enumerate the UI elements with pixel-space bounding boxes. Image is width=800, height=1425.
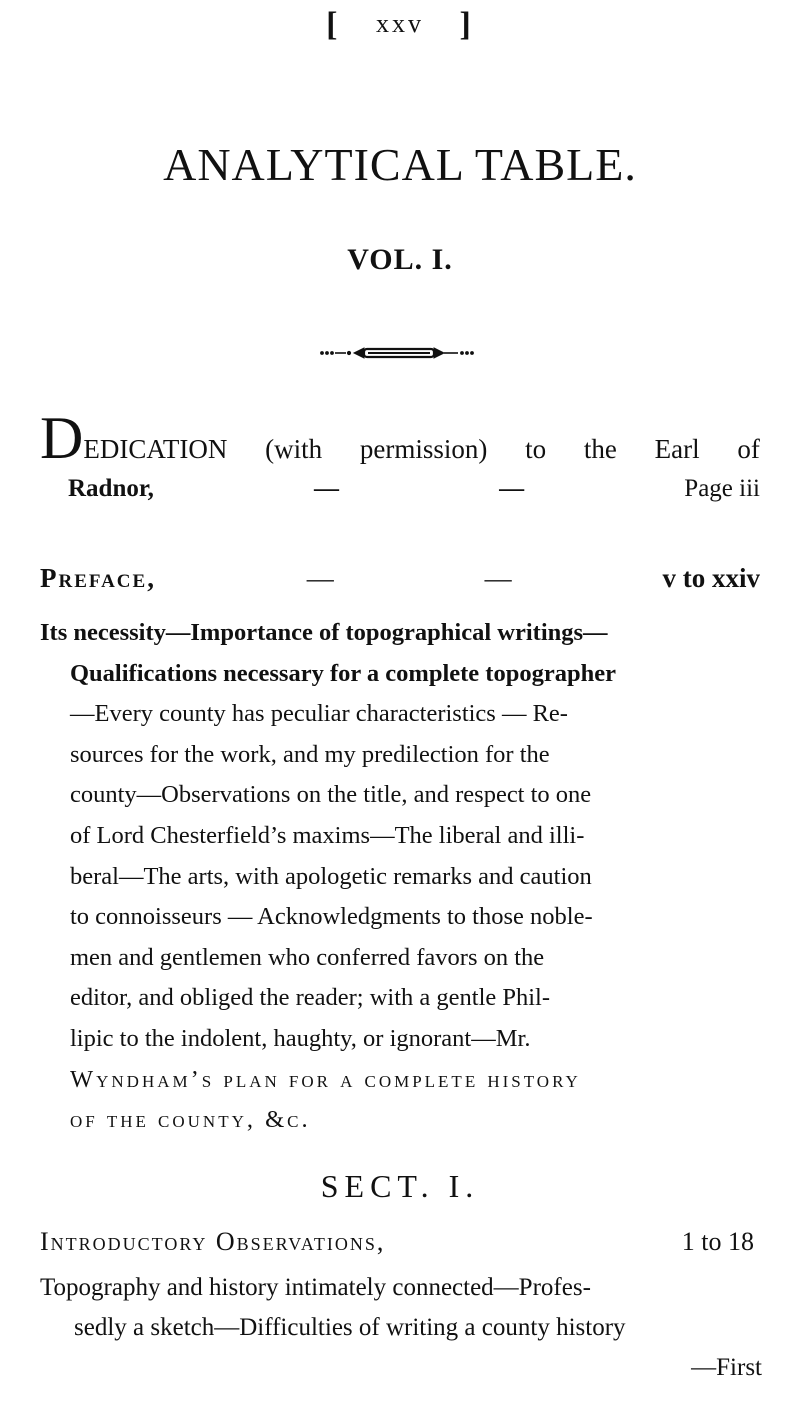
dedication-line-1 (40, 405, 760, 471)
introduction-label: Introductory Observations, (40, 1227, 386, 1256)
introduction-heading-line (40, 1222, 760, 1262)
folio-open-bracket: [ (326, 6, 341, 43)
preface-heading-line (40, 558, 760, 598)
drop-cap: D (40, 405, 84, 471)
dedication-entry (40, 405, 760, 509)
summary-line: editor, and obliged the reader; with a gentle Phil- (70, 984, 551, 1012)
dedication-word: EDICATION (83, 434, 228, 464)
introduction-summary (40, 1268, 762, 1388)
leader-dash: — (484, 563, 512, 593)
summary-line: —First (691, 1354, 762, 1381)
preface-summary (40, 613, 760, 1141)
page-reference: 1 to 18 (681, 1227, 754, 1256)
dedication-word: Earl (654, 434, 700, 464)
summary-line: to connoisseurs — Acknowledgments to those noble- (70, 903, 593, 931)
folio-close-bracket: ] (459, 6, 474, 43)
volume-heading: VOL. I. (347, 243, 453, 276)
decorative-rule-ornament (318, 345, 478, 361)
dedication-word: the (583, 434, 617, 464)
preface-label: Preface, (40, 563, 156, 593)
summary-line: of the county, &c. (70, 1106, 311, 1134)
page-title: ANALYTICAL TABLE. (163, 139, 637, 190)
summary-line: county—Observations on the title, and respect to one (70, 781, 592, 809)
summary-line: —Every county has peculiar characteristics — Re- (70, 700, 568, 728)
section-heading: SECT. I. (320, 1168, 480, 1204)
leader-dash: — (306, 563, 334, 593)
leader-dash: — (314, 475, 340, 502)
dedication-line-2 (40, 469, 760, 509)
page-reference: Page iii (684, 475, 760, 502)
summary-line: Wyndham’s plan for a complete history (70, 1065, 581, 1093)
dedication-word: to (525, 434, 547, 464)
summary-line: men and gentlemen who conferred favors on the (70, 943, 545, 971)
summary-line: Qualifications necessary for a complete topographer (70, 659, 616, 687)
summary-line: lipic to the indolent, haughty, or ignorant—Mr. (70, 1024, 531, 1052)
dedication-word: permission) (359, 434, 488, 464)
dedication-word: of (737, 434, 760, 464)
dedication-heading (40, 405, 228, 471)
page-reference: v to xxiv (662, 563, 760, 593)
summary-line: Its necessity—Importance of topographical writings— (40, 619, 608, 646)
dedication-word: (with (265, 434, 323, 464)
page-folio (0, 6, 800, 44)
summary-line: Topography and history intimately connected—Profes- (40, 1274, 591, 1301)
summary-line: beral—The arts, with apologetic remarks and caution (70, 862, 592, 890)
dedicatee-name: Radnor, (68, 475, 154, 502)
summary-line: sedly a sketch—Difficulties of writing a county history (74, 1314, 626, 1341)
leader-dash: — (499, 475, 525, 502)
folio-numeral: xxv (376, 9, 424, 38)
summary-line: sources for the work, and my predilection for the (70, 740, 550, 768)
summary-line: of Lord Chesterfield’s maxims—The liberal and illi- (70, 821, 585, 849)
